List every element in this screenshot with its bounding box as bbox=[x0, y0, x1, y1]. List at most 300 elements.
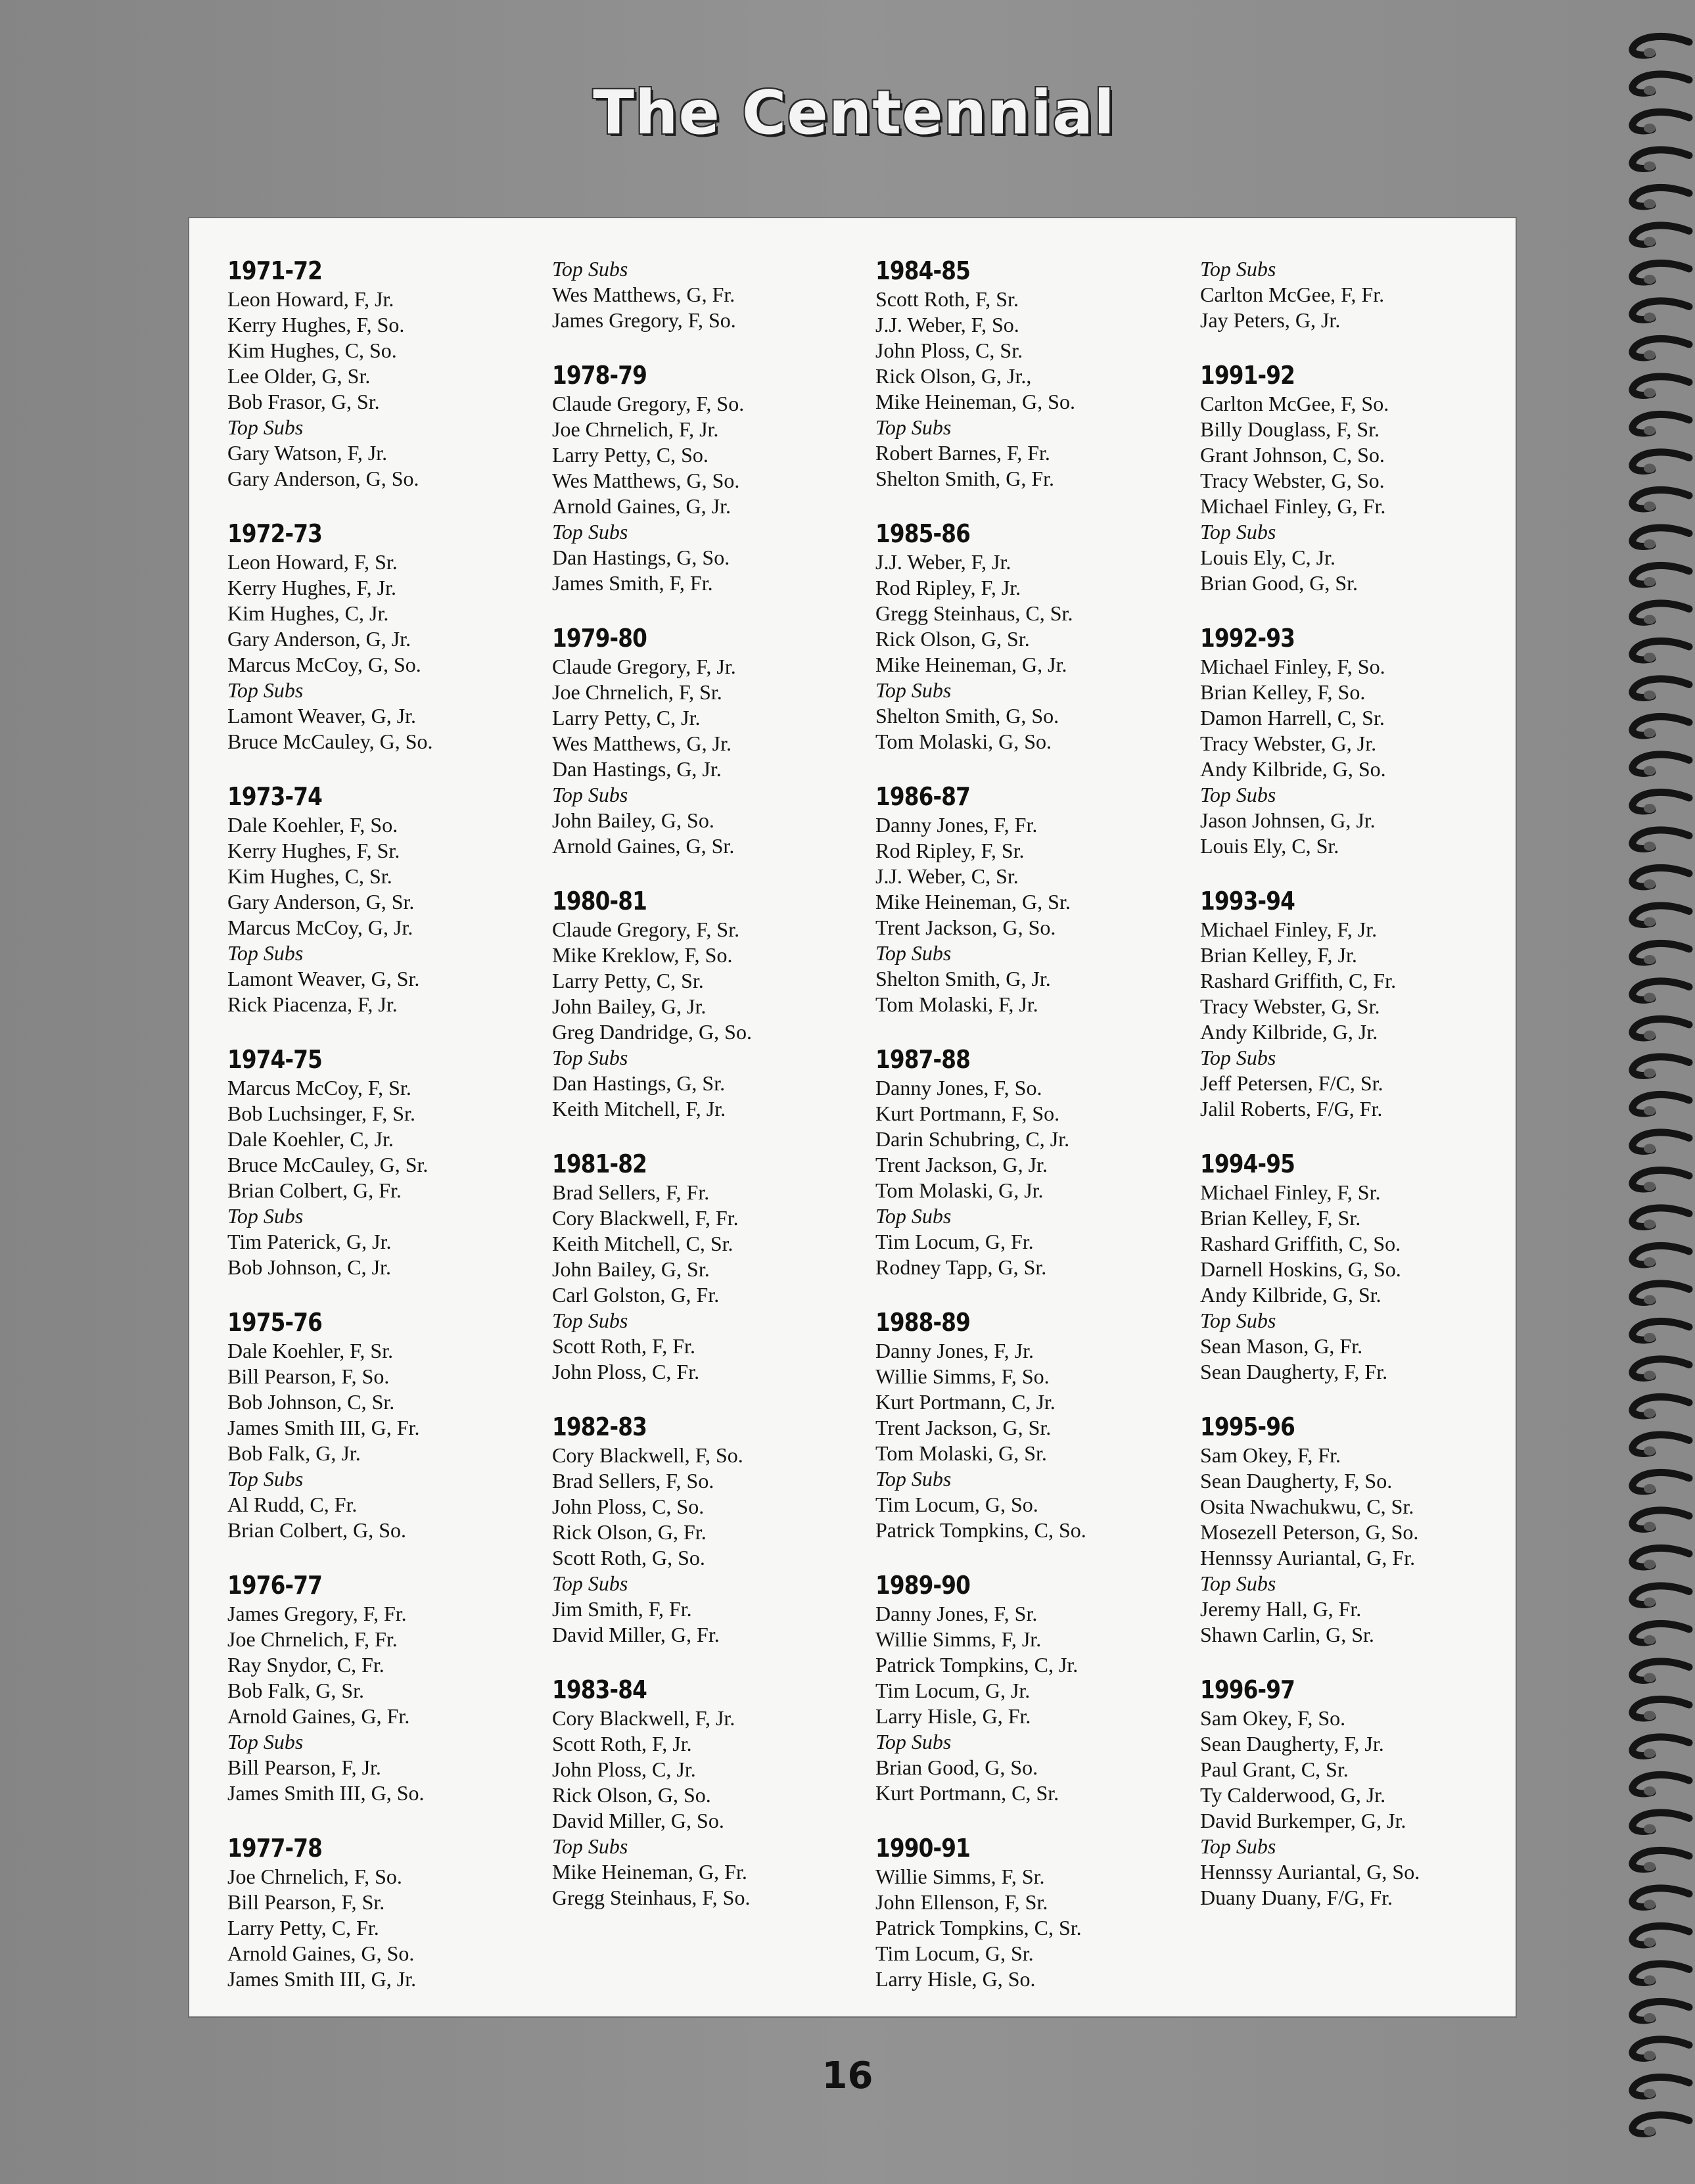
starter-entry: Danny Jones, F, Sr. bbox=[875, 1602, 1038, 1625]
season-block bbox=[552, 1150, 752, 1385]
roster-panel bbox=[189, 218, 1516, 2016]
starter-entry: Carlton McGee, F, So. bbox=[1200, 392, 1389, 415]
starter-entry: Bob Frasor, G, Sr. bbox=[227, 390, 380, 413]
sub-entry: Shelton Smith, G, So. bbox=[875, 704, 1059, 728]
starter-entry: Trent Jackson, G, Jr. bbox=[875, 1153, 1048, 1176]
starter-entry: Larry Petty, C, So. bbox=[552, 443, 708, 467]
starter-entry: Trent Jackson, G, Sr. bbox=[875, 1416, 1052, 1439]
sub-entry: Shelton Smith, G, Fr. bbox=[875, 467, 1055, 490]
spiral-coil bbox=[1633, 1964, 1689, 1985]
starter-entry: Dale Koehler, C, Jr. bbox=[227, 1127, 394, 1151]
sub-entry: Brian Colbert, G, So. bbox=[227, 1518, 406, 1542]
starter-entry: Kim Hughes, C, Sr. bbox=[227, 864, 392, 888]
starter-entry: David Miller, G, So. bbox=[552, 1809, 724, 1832]
starter-entry: John Ploss, C, So. bbox=[552, 1495, 705, 1518]
starter-entry: Danny Jones, F, Jr. bbox=[875, 1339, 1034, 1362]
spiral-coil bbox=[1633, 528, 1689, 549]
starter-entry: Scott Roth, F, Sr. bbox=[875, 287, 1019, 311]
spiral-coil bbox=[1633, 679, 1689, 700]
spiral-coil bbox=[1633, 1850, 1689, 1871]
sub-entry: Patrick Tompkins, C, So. bbox=[875, 1518, 1086, 1542]
spiral-coil bbox=[1633, 452, 1689, 473]
top-subs-label: Top Subs bbox=[875, 941, 952, 965]
season-year: 1981-82 bbox=[552, 1150, 647, 1178]
spiral-coil bbox=[1633, 1094, 1689, 1115]
top-subs-label: Top Subs bbox=[227, 1467, 304, 1491]
starter-entry: Damon Harrell, C, Sr. bbox=[1200, 706, 1385, 730]
starter-entry: Brian Kelley, F, So. bbox=[1200, 680, 1366, 704]
starter-entry: Wes Matthews, G, Jr. bbox=[552, 732, 731, 755]
top-subs-label: Top Subs bbox=[875, 1467, 952, 1491]
season-block bbox=[552, 1412, 752, 1648]
starter-entry: Michael Finley, F, Jr. bbox=[1200, 918, 1378, 941]
spiral-coil bbox=[1633, 2115, 1689, 2136]
starter-entry: J.J. Weber, F, So. bbox=[875, 313, 1019, 337]
spiral-coil bbox=[1633, 868, 1689, 889]
starter-entry: Scott Roth, G, So. bbox=[552, 1546, 705, 1569]
season-block bbox=[227, 1571, 433, 1806]
starter-entry: Rashard Griffith, C, Fr. bbox=[1200, 969, 1397, 992]
starter-entry: Claude Gregory, F, Jr. bbox=[552, 655, 736, 678]
sub-entry: Kurt Portmann, C, Sr. bbox=[875, 1781, 1059, 1805]
starter-entry: Osita Nwachukwu, C, Sr. bbox=[1200, 1495, 1414, 1518]
starter-entry: Leon Howard, F, Jr. bbox=[227, 287, 394, 311]
starter-entry: Dan Hastings, G, Jr. bbox=[552, 757, 722, 781]
sub-entry: Wes Matthews, G, Fr. bbox=[552, 283, 735, 306]
spiral-coil bbox=[1633, 2039, 1689, 2060]
spiral-coil bbox=[1633, 1548, 1689, 1569]
sub-entry: Tim Locum, G, Fr. bbox=[875, 1230, 1034, 1253]
sub-entry: Rick Piacenza, F, Jr. bbox=[227, 992, 398, 1016]
top-subs-label: Top Subs bbox=[552, 1834, 628, 1858]
sub-entry: James Smith, F, Fr. bbox=[552, 571, 713, 595]
starter-entry: Kerry Hughes, F, So. bbox=[227, 313, 405, 337]
sub-entry: Dan Hastings, G, Sr. bbox=[552, 1071, 726, 1095]
starter-entry: Andy Kilbride, G, Jr. bbox=[1200, 1020, 1378, 1044]
top-subs-label: Top Subs bbox=[227, 678, 304, 702]
starter-entry: Michael Finley, F, So. bbox=[1200, 655, 1385, 678]
starter-entry: Michael Finley, F, Sr. bbox=[1200, 1180, 1381, 1204]
sub-entry: Sean Daugherty, F, Fr. bbox=[1200, 1360, 1388, 1383]
starter-entry: Kim Hughes, C, Jr. bbox=[227, 601, 389, 625]
starter-entry: Ray Snydor, C, Fr. bbox=[227, 1653, 384, 1677]
starter-entry: Joe Chrnelich, F, Sr. bbox=[552, 680, 722, 704]
season-year: 1971-72 bbox=[227, 256, 322, 285]
top-subs-label: Top Subs bbox=[875, 1730, 952, 1754]
starter-entry: David Burkemper, G, Jr. bbox=[1200, 1809, 1406, 1832]
starter-entry: Andy Kilbride, G, Sr. bbox=[1200, 1283, 1382, 1307]
sub-entry: Duany Duany, F/G, Fr. bbox=[1200, 1886, 1393, 1909]
starter-entry: James Smith III, G, Jr. bbox=[227, 1967, 417, 1991]
top-subs-label: Top Subs bbox=[227, 415, 304, 439]
spiral-coil bbox=[1633, 338, 1689, 360]
starter-entry: Patrick Tompkins, C, Sr. bbox=[875, 1916, 1082, 1940]
season-year: 1988-89 bbox=[875, 1308, 970, 1337]
season-block bbox=[227, 1308, 433, 1543]
top-subs-label: Top Subs bbox=[227, 1204, 304, 1228]
sub-entry: Brian Good, G, So. bbox=[875, 1755, 1038, 1779]
spiral-coil bbox=[1633, 1170, 1689, 1191]
top-subs-label: Top Subs bbox=[227, 941, 304, 965]
starter-entry: Brad Sellers, F, So. bbox=[552, 1469, 714, 1493]
starter-entry: Tom Molaski, G, Jr. bbox=[875, 1178, 1044, 1202]
top-subs-label: Top Subs bbox=[1200, 1834, 1276, 1858]
sub-entry: Shelton Smith, G, Jr. bbox=[875, 967, 1051, 990]
starter-entry: Patrick Tompkins, C, Jr. bbox=[875, 1653, 1079, 1677]
sub-entry: Bill Pearson, F, Jr. bbox=[227, 1755, 381, 1779]
sub-entry: Gregg Steinhaus, F, So. bbox=[552, 1886, 751, 1909]
season-year: 1993-94 bbox=[1200, 887, 1295, 916]
spiral-coil bbox=[1633, 377, 1689, 398]
starter-entry: John Ellenson, F, Sr. bbox=[875, 1890, 1048, 1914]
spiral-coil bbox=[1633, 1737, 1689, 1758]
spiral-coil bbox=[1633, 1359, 1689, 1380]
sub-entry: Gary Anderson, G, So. bbox=[227, 467, 419, 490]
starter-entry: Willie Simms, F, Jr. bbox=[875, 1627, 1042, 1651]
starter-entry: Rod Ripley, F, Sr. bbox=[875, 839, 1025, 862]
season-year: 1974-75 bbox=[227, 1045, 322, 1074]
starter-entry: Sean Daugherty, F, So. bbox=[1200, 1469, 1393, 1493]
starter-entry: Larry Petty, C, Fr. bbox=[227, 1916, 379, 1940]
roster-column-4 bbox=[1200, 256, 1420, 1938]
spiral-coil bbox=[1633, 943, 1689, 964]
starter-entry: Joe Chrnelich, F, Jr. bbox=[552, 417, 719, 441]
top-subs-label: Top Subs bbox=[552, 1046, 628, 1069]
starter-entry: John Ploss, C, Jr. bbox=[552, 1757, 696, 1781]
season-year: 1978-79 bbox=[552, 361, 647, 390]
season-block bbox=[875, 782, 1086, 1017]
roster-column-2 bbox=[552, 256, 752, 1938]
spiral-coil bbox=[1633, 981, 1689, 1002]
season-year: 1995-96 bbox=[1200, 1412, 1295, 1441]
starter-entry: Mike Kreklow, F, So. bbox=[552, 943, 733, 967]
spiral-coil bbox=[1633, 1472, 1689, 1493]
starter-entry: Dale Koehler, F, Sr. bbox=[227, 1339, 394, 1362]
season-year: 1996-97 bbox=[1200, 1675, 1295, 1704]
sub-entry: Dan Hastings, G, So. bbox=[552, 546, 730, 569]
top-subs-label: Top Subs bbox=[875, 1204, 952, 1228]
top-subs-label: Top Subs bbox=[1200, 520, 1276, 544]
sub-entry: Gary Watson, F, Jr. bbox=[227, 441, 388, 465]
sub-entry: Louis Ely, C, Jr. bbox=[1200, 546, 1335, 569]
starter-entry: Bruce McCauley, G, Sr. bbox=[227, 1153, 429, 1176]
sub-entry: Scott Roth, F, Fr. bbox=[552, 1334, 695, 1358]
sub-entry: Hennssy Auriantal, G, So. bbox=[1200, 1860, 1420, 1884]
starter-entry: Claude Gregory, F, So. bbox=[552, 392, 745, 415]
sub-entry: Lamont Weaver, G, Jr. bbox=[227, 704, 417, 728]
top-subs-label: Top Subs bbox=[552, 520, 628, 544]
starter-entry: Kurt Portmann, F, So. bbox=[875, 1102, 1060, 1125]
starter-entry: Bob Luchsinger, F, Sr. bbox=[227, 1102, 415, 1125]
season-block bbox=[1200, 1412, 1420, 1648]
sub-entry: Jim Smith, F, Fr. bbox=[552, 1597, 692, 1621]
starter-entry: Kurt Portmann, C, Jr. bbox=[875, 1390, 1056, 1414]
starter-entry: Brian Colbert, G, Fr. bbox=[227, 1178, 402, 1202]
top-subs-label: Top Subs bbox=[552, 1309, 628, 1332]
starter-entry: Arnold Gaines, G, Fr. bbox=[227, 1704, 410, 1728]
spiral-coil bbox=[1633, 755, 1689, 776]
starter-entry: Rod Ripley, F, Jr. bbox=[875, 576, 1021, 599]
sub-entry: Shawn Carlin, G, Sr. bbox=[1200, 1623, 1374, 1646]
top-subs-label: Top Subs bbox=[552, 783, 628, 806]
season-block bbox=[1200, 624, 1420, 859]
season-block bbox=[227, 519, 433, 755]
sub-entry: John Ploss, C, Fr. bbox=[552, 1360, 700, 1383]
spiral-coil bbox=[1633, 641, 1689, 662]
starter-entry: Bob Falk, G, Jr. bbox=[227, 1441, 361, 1465]
season-year: 1980-81 bbox=[552, 887, 647, 916]
season-block bbox=[552, 361, 752, 596]
starter-entry: Scott Roth, F, Jr. bbox=[552, 1732, 692, 1755]
top-subs-label: Top Subs bbox=[1200, 1571, 1276, 1595]
spiral-coil bbox=[1633, 1661, 1689, 1683]
page-title: The Centennial bbox=[593, 78, 1115, 148]
starter-entry: Mike Heineman, G, Jr. bbox=[875, 653, 1067, 676]
season-year: 1986-87 bbox=[875, 782, 970, 811]
season-year: 1994-95 bbox=[1200, 1150, 1295, 1178]
starter-entry: Keith Mitchell, C, Sr. bbox=[552, 1232, 733, 1255]
top-subs-label: Top Subs bbox=[1200, 1046, 1276, 1069]
sub-entry: John Bailey, G, So. bbox=[552, 808, 714, 832]
starter-entry: Danny Jones, F, Fr. bbox=[875, 813, 1038, 837]
sub-entry: Tom Molaski, G, So. bbox=[875, 730, 1052, 753]
starter-entry: Gary Anderson, G, Sr. bbox=[227, 890, 415, 914]
season-block bbox=[227, 1045, 433, 1280]
starter-entry: Tracy Webster, G, So. bbox=[1200, 469, 1385, 492]
starter-entry: Marcus McCoy, G, So. bbox=[227, 653, 421, 676]
season-year: 1982-83 bbox=[552, 1412, 647, 1441]
spiral-coil bbox=[1633, 150, 1689, 171]
sub-entry: Tim Paterick, G, Jr. bbox=[227, 1230, 392, 1253]
spiral-coil bbox=[1633, 2077, 1689, 2098]
page-number: 16 bbox=[822, 2055, 873, 2097]
starter-entry: Tracy Webster, G, Jr. bbox=[1200, 732, 1377, 755]
season-year: 1992-93 bbox=[1200, 624, 1295, 653]
season-year: 1983-84 bbox=[552, 1675, 647, 1704]
starter-entry: Rick Olson, G, Jr., bbox=[875, 364, 1032, 388]
starter-entry: James Gregory, F, Fr. bbox=[227, 1602, 407, 1625]
starter-entry: Darnell Hoskins, G, So. bbox=[1200, 1257, 1401, 1281]
starter-entry: Rick Olson, G, Fr. bbox=[552, 1520, 707, 1544]
sub-entry: Al Rudd, C, Fr. bbox=[227, 1493, 358, 1516]
season-block bbox=[1200, 361, 1420, 596]
spiral-coil bbox=[1633, 187, 1689, 208]
sub-entry: David Miller, G, Fr. bbox=[552, 1623, 720, 1646]
spiral-coil bbox=[1633, 716, 1689, 737]
spiral-coil bbox=[1633, 1019, 1689, 1040]
starter-entry: Danny Jones, F, So. bbox=[875, 1076, 1042, 1100]
spiral-coil bbox=[1633, 603, 1689, 624]
spiral-coil bbox=[1633, 301, 1689, 322]
starter-entry: Claude Gregory, F, Sr. bbox=[552, 918, 740, 941]
sub-entry: James Smith III, G, So. bbox=[227, 1781, 425, 1805]
starter-entry: Tracy Webster, G, Sr. bbox=[1200, 994, 1380, 1018]
spiral-coil bbox=[1633, 74, 1689, 95]
season-block bbox=[875, 519, 1086, 755]
season-block bbox=[1200, 1150, 1420, 1385]
sub-entry: Carlton McGee, F, Fr. bbox=[1200, 283, 1385, 306]
starter-entry: Willie Simms, F, So. bbox=[875, 1364, 1050, 1388]
starter-entry: Cory Blackwell, F, So. bbox=[552, 1443, 743, 1467]
starter-entry: Kim Hughes, C, So. bbox=[227, 338, 397, 362]
starter-entry: Kerry Hughes, F, Jr. bbox=[227, 576, 396, 599]
season-year: 1977-78 bbox=[227, 1834, 322, 1863]
starter-entry: J.J. Weber, F, Jr. bbox=[875, 550, 1011, 574]
starter-entry: Willie Simms, F, Sr. bbox=[875, 1865, 1045, 1888]
spiral-coil bbox=[1633, 1321, 1689, 1342]
starter-entry: Hennssy Auriantal, G, Fr. bbox=[1200, 1546, 1416, 1569]
top-subs-label: Top Subs bbox=[875, 415, 952, 439]
starter-entry: Larry Petty, C, Jr. bbox=[552, 706, 701, 730]
spiral-coil bbox=[1633, 490, 1689, 511]
spiral-coil bbox=[1633, 906, 1689, 927]
sub-entry: Jason Johnsen, G, Jr. bbox=[1200, 808, 1376, 832]
sub-entry: Arnold Gaines, G, Sr. bbox=[552, 834, 735, 858]
spiral-coil bbox=[1633, 1623, 1689, 1644]
sub-entry: Mike Heineman, G, Fr. bbox=[552, 1860, 747, 1884]
spiral-coil bbox=[1633, 1132, 1689, 1153]
starter-entry: Andy Kilbride, G, So. bbox=[1200, 757, 1386, 781]
season-block bbox=[552, 1675, 752, 1911]
starter-entry: Dale Koehler, F, So. bbox=[227, 813, 398, 837]
starter-entry: Tom Molaski, G, Sr. bbox=[875, 1441, 1047, 1465]
sub-entry: Jeff Petersen, F/C, Sr. bbox=[1200, 1071, 1383, 1095]
top-subs-label: Top Subs bbox=[552, 257, 628, 281]
starter-entry: John Ploss, C, Sr. bbox=[875, 338, 1023, 362]
spiral-coil bbox=[1633, 565, 1689, 586]
starter-entry: Grant Johnson, C, So. bbox=[1200, 443, 1385, 467]
sub-entry: Bruce McCauley, G, So. bbox=[227, 730, 433, 753]
starter-entry: Sam Okey, F, So. bbox=[1200, 1706, 1346, 1730]
starter-entry: Trent Jackson, G, So. bbox=[875, 916, 1056, 939]
sub-entry: Keith Mitchell, F, Jr. bbox=[552, 1097, 726, 1121]
sub-entry: Louis Ely, C, Sr. bbox=[1200, 834, 1339, 858]
spiral-coil bbox=[1633, 2001, 1689, 2022]
starter-entry: Tim Locum, G, Jr. bbox=[875, 1679, 1031, 1702]
season-block bbox=[875, 1308, 1086, 1543]
starter-entry: Mike Heineman, G, Sr. bbox=[875, 890, 1071, 914]
spiral-coil bbox=[1633, 1284, 1689, 1305]
spiral-coil bbox=[1633, 1926, 1689, 1947]
spiral-binding bbox=[1623, 26, 1695, 2169]
top-subs-label: Top Subs bbox=[227, 1730, 304, 1754]
spiral-coil bbox=[1633, 1699, 1689, 1720]
season-block bbox=[552, 887, 752, 1122]
starter-entry: Kerry Hughes, F, Sr. bbox=[227, 839, 400, 862]
starter-entry: Tim Locum, G, Sr. bbox=[875, 1941, 1034, 1965]
starter-entry: Mike Heineman, G, So. bbox=[875, 390, 1075, 413]
starter-entry: Greg Dandridge, G, So. bbox=[552, 1020, 752, 1044]
spiral-coil bbox=[1633, 1775, 1689, 1796]
starter-entry: Gary Anderson, G, Jr. bbox=[227, 627, 411, 651]
season-year: 1985-86 bbox=[875, 519, 970, 548]
starter-entry: J.J. Weber, C, Sr. bbox=[875, 864, 1019, 888]
season-block bbox=[227, 1834, 433, 1992]
spiral-coil bbox=[1633, 1435, 1689, 1456]
spiral-coil bbox=[1633, 1510, 1689, 1531]
season-year: 1973-74 bbox=[227, 782, 322, 811]
season-year: 1991-92 bbox=[1200, 361, 1295, 390]
spiral-coil bbox=[1633, 225, 1689, 246]
starter-entry: Darin Schubring, C, Jr. bbox=[875, 1127, 1070, 1151]
starter-entry: Joe Chrnelich, F, So. bbox=[227, 1865, 402, 1888]
season-block bbox=[875, 1045, 1086, 1280]
spiral-coil bbox=[1633, 1888, 1689, 1909]
spiral-coil bbox=[1633, 1208, 1689, 1229]
starter-entry: Brad Sellers, F, Fr. bbox=[552, 1180, 710, 1204]
spiral-coil bbox=[1633, 792, 1689, 813]
season-block bbox=[1200, 256, 1420, 333]
starter-entry: Rick Olson, G, So. bbox=[552, 1783, 711, 1807]
spiral-coil bbox=[1633, 36, 1689, 57]
starter-entry: Larry Hisle, G, So. bbox=[875, 1967, 1036, 1991]
starter-entry: Ty Calderwood, G, Jr. bbox=[1200, 1783, 1386, 1807]
starter-entry: Brian Kelley, F, Jr. bbox=[1200, 943, 1357, 967]
starter-entry: Marcus McCoy, G, Jr. bbox=[227, 916, 413, 939]
season-year: 1975-76 bbox=[227, 1308, 322, 1337]
top-subs-label: Top Subs bbox=[552, 1571, 628, 1595]
top-subs-label: Top Subs bbox=[1200, 1309, 1276, 1332]
season-year: 1979-80 bbox=[552, 624, 647, 653]
starter-entry: Michael Finley, G, Fr. bbox=[1200, 494, 1386, 518]
starter-entry: Wes Matthews, G, So. bbox=[552, 469, 740, 492]
spiral-coil bbox=[1633, 1057, 1689, 1078]
starter-entry: Carl Golston, G, Fr. bbox=[552, 1283, 720, 1307]
spiral-coil bbox=[1633, 1586, 1689, 1607]
sub-entry: Jay Peters, G, Jr. bbox=[1200, 308, 1341, 332]
starter-entry: Sean Daugherty, F, Jr. bbox=[1200, 1732, 1384, 1755]
season-year: 1989-90 bbox=[875, 1571, 970, 1600]
roster-column-3 bbox=[875, 256, 1086, 2020]
starter-entry: Larry Hisle, G, Fr. bbox=[875, 1704, 1031, 1728]
starter-entry: Mosezell Peterson, G, So. bbox=[1200, 1520, 1419, 1544]
sub-entry: Sean Mason, G, Fr. bbox=[1200, 1334, 1363, 1358]
season-block bbox=[552, 256, 752, 333]
sub-entry: Tom Molaski, F, Jr. bbox=[875, 992, 1038, 1016]
spiral-coil bbox=[1633, 830, 1689, 851]
starter-entry: John Bailey, G, Jr. bbox=[552, 994, 707, 1018]
spiral-coil bbox=[1633, 112, 1689, 133]
sub-entry: Rodney Tapp, G, Sr. bbox=[875, 1255, 1047, 1279]
sub-entry: Brian Good, G, Sr. bbox=[1200, 571, 1358, 595]
starter-entry: Arnold Gaines, G, So. bbox=[227, 1941, 415, 1965]
spiral-coil bbox=[1633, 1813, 1689, 1834]
season-block bbox=[875, 1571, 1086, 1806]
starter-entry: Bob Johnson, C, Sr. bbox=[227, 1390, 395, 1414]
season-year: 1990-91 bbox=[875, 1834, 970, 1863]
spiral-coil bbox=[1633, 1397, 1689, 1418]
season-block bbox=[875, 256, 1086, 492]
starter-entry: Marcus McCoy, F, Sr. bbox=[227, 1076, 411, 1100]
starter-entry: Rashard Griffith, C, So. bbox=[1200, 1232, 1401, 1255]
season-block bbox=[227, 782, 433, 1017]
sub-entry: Robert Barnes, F, Fr. bbox=[875, 441, 1050, 465]
starter-entry: Bob Falk, G, Sr. bbox=[227, 1679, 365, 1702]
starter-entry: Leon Howard, F, Sr. bbox=[227, 550, 398, 574]
starter-entry: Bill Pearson, F, So. bbox=[227, 1364, 390, 1388]
starter-entry: John Bailey, G, Sr. bbox=[552, 1257, 710, 1281]
top-subs-label: Top Subs bbox=[1200, 257, 1276, 281]
starter-entry: Brian Kelley, F, Sr. bbox=[1200, 1206, 1361, 1230]
starter-entry: Sam Okey, F, Fr. bbox=[1200, 1443, 1341, 1467]
starter-entry: Gregg Steinhaus, C, Sr. bbox=[875, 601, 1073, 625]
starter-entry: Joe Chrnelich, F, Fr. bbox=[227, 1627, 398, 1651]
roster-column-1 bbox=[227, 256, 433, 2020]
sub-entry: Jalil Roberts, F/G, Fr. bbox=[1200, 1097, 1383, 1121]
starter-entry: James Smith III, G, Fr. bbox=[227, 1416, 420, 1439]
season-year: 1976-77 bbox=[227, 1571, 322, 1600]
starter-entry: Cory Blackwell, F, Fr. bbox=[552, 1206, 739, 1230]
